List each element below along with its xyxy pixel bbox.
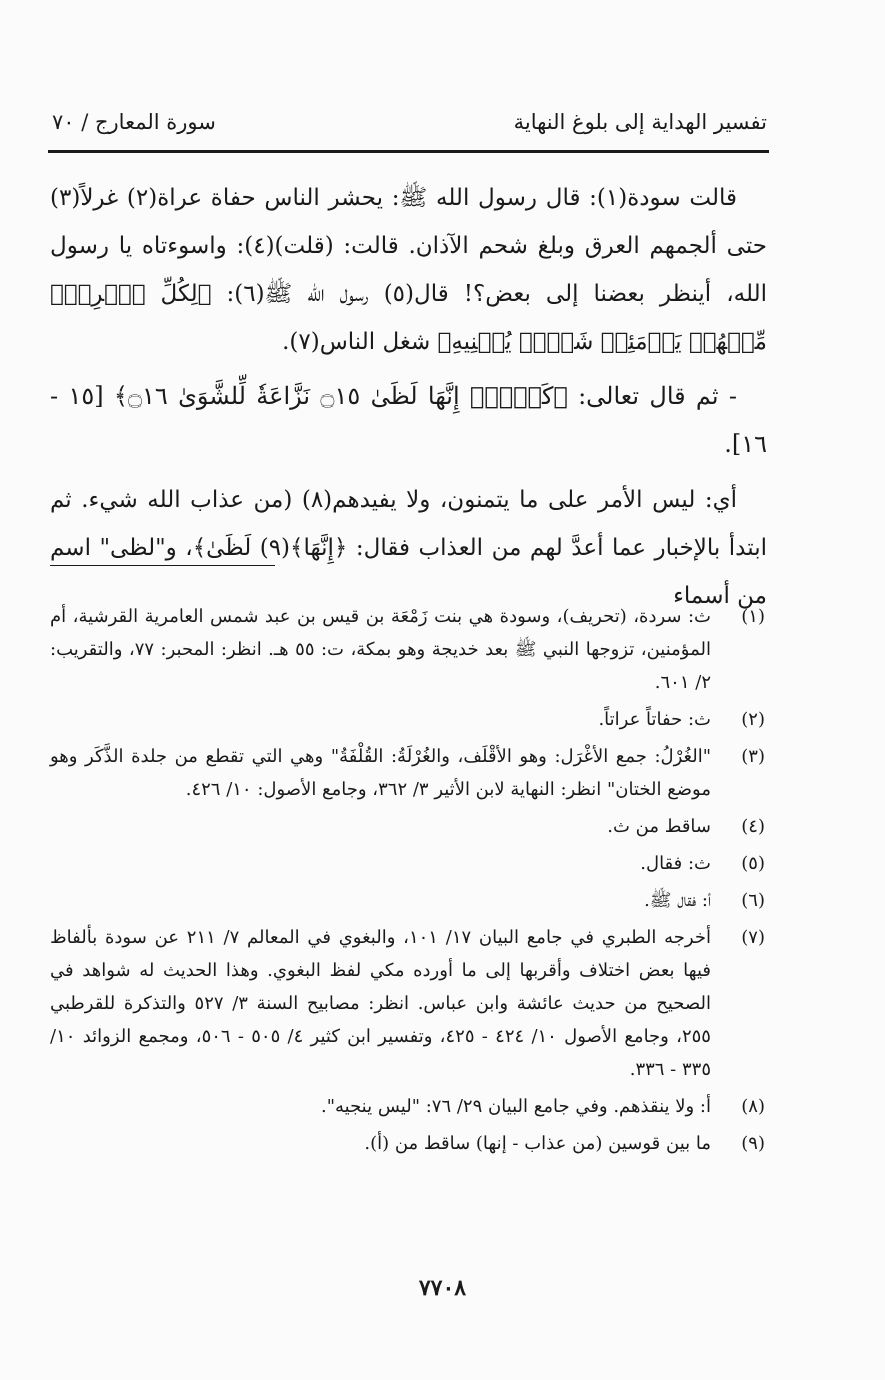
footnote [50,847,767,880]
footnote [50,810,767,843]
footnote-text: ما بين قوسين (من عذاب - إنها) ساقط من (أ). [364,1133,711,1154]
footnote [50,1090,767,1123]
paragraph-hadith: قالت سودة(١): قال رسول الله ﷺ: يحشر الناس حفاة عراة(٢) غرلاً(٣) حتى ألجمهم العرق وبلغ شحم الآذان. قالت: (قلت)(٤): واسوءتاه يا رسول الله، أينظر بعضنا إلى بعض؟! قال(٥) رسول الله ﷺ(٦): ﴿لِكُلِّ ٱمۡرِيٕٖ مِّنۡهُمۡ يَوۡمَئِذٖ شَأۡنٞ يُغۡنِيهِ﴾ شغل الناس(٧). [50,185,768,355]
page-number: ٧٧٠٨ [418,1275,467,1301]
footnote-text: ث: حفاتاً عراتاً. [598,709,711,730]
footnote [50,740,767,806]
footnote-number: (٥) [741,853,765,874]
running-header-surah: سورة المعارج / ٧٠ [52,110,216,134]
main-text [50,174,767,620]
footnote-number: (٣) [741,746,765,767]
footnote-text: ث: فقال. [640,853,711,874]
quran-verse-line: - ثم قال تعالى: ﴿كَلَّآۖ إِنَّهَا لَظَىٰ ۝١٥ نَزَّاعَةٗ لِّلشَّوَىٰ ۝١٦﴾ [١٥ - ١٦]. [50,382,767,458]
footnote-separator [50,565,275,566]
footnote-text: أ: ولا ينقذهم. وفي جامع البيان ٢٩/ ٧٦: "ليس ينجيه". [320,1096,711,1117]
footnote-text: أ: فقال ﷺ. [644,890,711,911]
footnote [50,884,767,917]
footnote-text: أخرجه الطبري في جامع البيان ١٧/ ١٠١، والبغوي في المعالم ٧/ ٢١١ عن سودة بألفاظ فيها بعض اختلاف وأقربها إلى ما أورده مكي لفظ البغوي. وهذا الحديث له شواهد في الصحيح من حديث عائشة وابن عباس. انظر: مصابيح السنة ٣/ ٥٢٧ والتذكرة للقرطبي ٢٥٥، وجامع الأصول ١٠/ ٤٢٤ - ٤٢٥، وتفسير ابن كثير ٤/ ٥٠٥ - ٥٠٦، ومجمع الزوائد ١٠/ ٣٣٥ - ٣٣٦. [50,927,711,1080]
footnote [50,1127,767,1160]
footnote-text: "الغُرْلُ: جمع الأغْرَل: وهو الأقْلَف، والغُرْلَةُ: القُلْفَةُ" وهي التي تقطع من جلدة الذَّكَر وهو موضع الختان" انظر: النهاية لابن الأثير ٣/ ٣٦٢، وجامع الأصول: ١٠/ ٤٢٦. [50,746,711,800]
footnote-number: (٧) [741,927,765,948]
footnote-number: (٩) [741,1133,765,1154]
footnote-number: (٤) [741,816,765,837]
footnote-text: ساقط من ث. [607,816,711,837]
footnote-number: (٢) [741,709,765,730]
footnotes [50,600,767,1164]
footnote-number: (٦) [741,890,765,911]
footnote-number: (٨) [741,1096,765,1117]
footnote-text: ث: سردة، (تحريف)، وسودة هي بنت زَمْعَة بن قيس بن عبد شمس العامرية القرشية، أم المؤمنين، تزوجها النبي ﷺ بعد خديجة وهو بمكة، ت: ٥٥ هـ. انظر: المحبر: ٧٧، والتقريب: ٢/ ٦٠١. [50,606,711,693]
footnote [50,921,767,1086]
header-rule [48,150,769,153]
footnote [50,600,767,699]
footnote [50,703,767,736]
running-header-book-title: تفسير الهداية إلى بلوغ النهاية [513,110,767,134]
footnote-number: (١) [741,606,765,627]
paragraph-commentary: أي: ليس الأمر على ما يتمنون، ولا يفيدهم(٨) (من عذاب الله شيء. ثم ابتدأ بالإخبار عما أعدَّ لهم من العذاب فقال: ﴿إِنَّهَا﴾(٩) لَظَىٰ﴾، و"لظى" اسم من أسماء [50,487,767,609]
